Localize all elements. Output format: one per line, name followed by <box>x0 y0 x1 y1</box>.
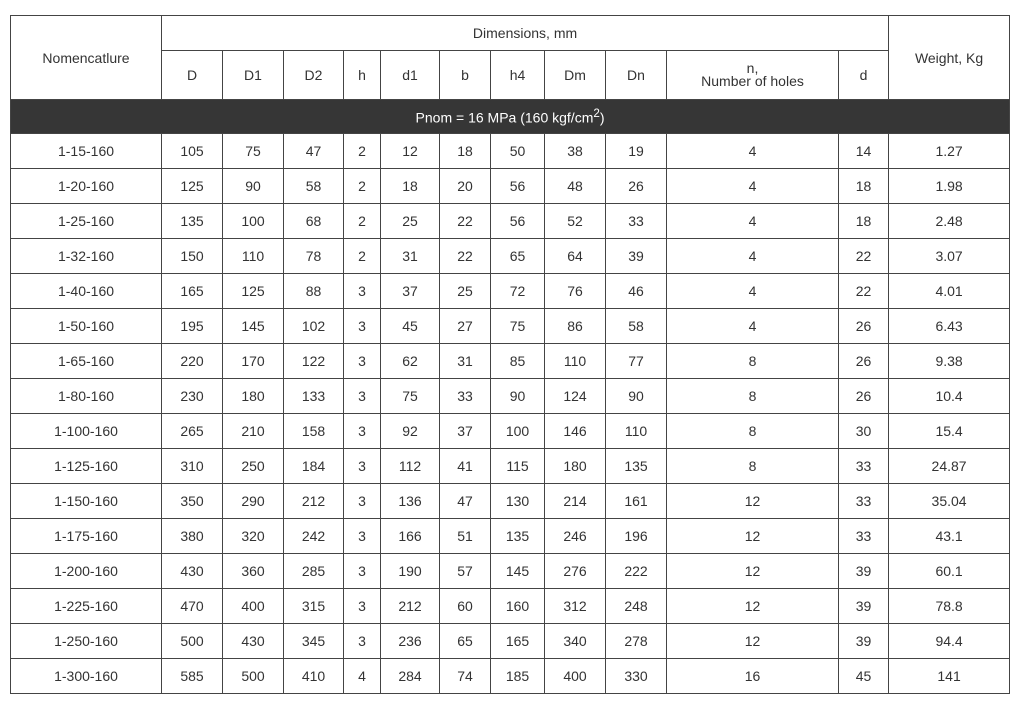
nomenclature-header: Nomencatlure <box>11 16 162 100</box>
col-header-number-of-holes <box>667 51 839 100</box>
cell-Dm: 276 <box>545 554 606 589</box>
cell-D2: 285 <box>284 554 344 589</box>
cell-d1: 75 <box>381 379 440 414</box>
cell-D2: 158 <box>284 414 344 449</box>
cell-nomenclature: 1-150-160 <box>11 484 162 519</box>
cell-b: 47 <box>440 484 491 519</box>
cell-d: 26 <box>839 344 889 379</box>
cell-Dm: 38 <box>545 134 606 169</box>
cell-weight: 3.07 <box>889 239 1010 274</box>
cell-number-of-holes: 4 <box>667 274 839 309</box>
table-row <box>11 239 1010 274</box>
cell-h4: 165 <box>491 624 545 659</box>
cell-Dn: 196 <box>606 519 667 554</box>
cell-D: 135 <box>162 204 223 239</box>
cell-weight: 24.87 <box>889 449 1010 484</box>
cell-D2: 68 <box>284 204 344 239</box>
table-row <box>11 519 1010 554</box>
cell-D1: 145 <box>223 309 284 344</box>
table-row <box>11 449 1010 484</box>
col-header-D1: D1 <box>223 51 284 100</box>
cell-b: 37 <box>440 414 491 449</box>
cell-D1: 210 <box>223 414 284 449</box>
col-header-h: h <box>344 51 381 100</box>
cell-nomenclature: 1-80-160 <box>11 379 162 414</box>
cell-weight: 35.04 <box>889 484 1010 519</box>
cell-weight: 2.48 <box>889 204 1010 239</box>
cell-d: 45 <box>839 659 889 694</box>
cell-b: 41 <box>440 449 491 484</box>
holes-label: Number of holes <box>701 73 804 89</box>
table-row <box>11 274 1010 309</box>
cell-D1: 100 <box>223 204 284 239</box>
cell-h4: 56 <box>491 169 545 204</box>
cell-nomenclature: 1-225-160 <box>11 589 162 624</box>
cell-D: 265 <box>162 414 223 449</box>
cell-number-of-holes: 12 <box>667 589 839 624</box>
cell-weight: 43.1 <box>889 519 1010 554</box>
cell-h4: 75 <box>491 309 545 344</box>
cell-weight: 9.38 <box>889 344 1010 379</box>
cell-h: 3 <box>344 484 381 519</box>
cell-Dn: 39 <box>606 239 667 274</box>
cell-d1: 236 <box>381 624 440 659</box>
cell-D1: 170 <box>223 344 284 379</box>
cell-D: 150 <box>162 239 223 274</box>
cell-Dn: 330 <box>606 659 667 694</box>
cell-weight: 1.27 <box>889 134 1010 169</box>
cell-number-of-holes: 12 <box>667 554 839 589</box>
cell-b: 27 <box>440 309 491 344</box>
cell-number-of-holes: 8 <box>667 379 839 414</box>
cell-D1: 75 <box>223 134 284 169</box>
cell-h: 4 <box>344 659 381 694</box>
cell-h: 2 <box>344 204 381 239</box>
cell-b: 31 <box>440 344 491 379</box>
cell-D2: 58 <box>284 169 344 204</box>
cell-h4: 115 <box>491 449 545 484</box>
cell-h4: 50 <box>491 134 545 169</box>
cell-Dm: 214 <box>545 484 606 519</box>
cell-h: 3 <box>344 624 381 659</box>
cell-number-of-holes: 12 <box>667 519 839 554</box>
col-header-D: D <box>162 51 223 100</box>
cell-d1: 284 <box>381 659 440 694</box>
cell-h: 3 <box>344 344 381 379</box>
cell-h4: 130 <box>491 484 545 519</box>
col-header-Dn: Dn <box>606 51 667 100</box>
cell-h4: 90 <box>491 379 545 414</box>
cell-number-of-holes: 4 <box>667 204 839 239</box>
table-row <box>11 659 1010 694</box>
cell-b: 20 <box>440 169 491 204</box>
table-row <box>11 344 1010 379</box>
cell-Dm: 110 <box>545 344 606 379</box>
col-header-b: b <box>440 51 491 100</box>
pressure-label-main: Pnom = 16 MPa (160 kgf/cm <box>415 109 594 126</box>
cell-b: 65 <box>440 624 491 659</box>
cell-D1: 500 <box>223 659 284 694</box>
cell-D: 310 <box>162 449 223 484</box>
cell-h4: 160 <box>491 589 545 624</box>
cell-d: 33 <box>839 449 889 484</box>
cell-d: 14 <box>839 134 889 169</box>
cell-Dn: 26 <box>606 169 667 204</box>
cell-D2: 133 <box>284 379 344 414</box>
cell-Dn: 77 <box>606 344 667 379</box>
cell-weight: 4.01 <box>889 274 1010 309</box>
dimensions-group-header: Dimensions, mm <box>162 16 889 51</box>
cell-D2: 102 <box>284 309 344 344</box>
cell-d: 39 <box>839 554 889 589</box>
cell-nomenclature: 1-250-160 <box>11 624 162 659</box>
cell-D: 430 <box>162 554 223 589</box>
cell-weight: 141 <box>889 659 1010 694</box>
cell-Dn: 110 <box>606 414 667 449</box>
cell-d: 26 <box>839 309 889 344</box>
cell-number-of-holes: 12 <box>667 624 839 659</box>
cell-nomenclature: 1-15-160 <box>11 134 162 169</box>
cell-number-of-holes: 4 <box>667 169 839 204</box>
cell-D2: 345 <box>284 624 344 659</box>
cell-b: 57 <box>440 554 491 589</box>
cell-Dn: 46 <box>606 274 667 309</box>
table-row <box>11 554 1010 589</box>
cell-weight: 60.1 <box>889 554 1010 589</box>
cell-number-of-holes: 4 <box>667 239 839 274</box>
cell-nomenclature: 1-25-160 <box>11 204 162 239</box>
cell-nomenclature: 1-100-160 <box>11 414 162 449</box>
cell-h4: 135 <box>491 519 545 554</box>
cell-D1: 110 <box>223 239 284 274</box>
cell-h: 3 <box>344 414 381 449</box>
cell-h: 3 <box>344 274 381 309</box>
cell-h4: 145 <box>491 554 545 589</box>
pressure-label-close: ) <box>599 109 605 126</box>
cell-nomenclature: 1-65-160 <box>11 344 162 379</box>
cell-D2: 88 <box>284 274 344 309</box>
weight-header: Weight, Kg <box>889 16 1010 100</box>
cell-D1: 180 <box>223 379 284 414</box>
table-body <box>11 100 1010 694</box>
cell-Dn: 222 <box>606 554 667 589</box>
table-row <box>11 204 1010 239</box>
cell-h: 3 <box>344 449 381 484</box>
cell-nomenclature: 1-125-160 <box>11 449 162 484</box>
cell-D1: 360 <box>223 554 284 589</box>
pressure-label-exponent: 2 <box>593 107 600 121</box>
cell-d: 33 <box>839 519 889 554</box>
cell-nomenclature: 1-40-160 <box>11 274 162 309</box>
cell-D: 105 <box>162 134 223 169</box>
table-row <box>11 624 1010 659</box>
cell-b: 51 <box>440 519 491 554</box>
cell-b: 25 <box>440 274 491 309</box>
cell-number-of-holes: 8 <box>667 344 839 379</box>
cell-h4: 100 <box>491 414 545 449</box>
cell-D: 500 <box>162 624 223 659</box>
cell-number-of-holes: 8 <box>667 414 839 449</box>
cell-nomenclature: 1-20-160 <box>11 169 162 204</box>
cell-d1: 25 <box>381 204 440 239</box>
cell-Dm: 146 <box>545 414 606 449</box>
cell-h4: 185 <box>491 659 545 694</box>
cell-d: 33 <box>839 484 889 519</box>
cell-number-of-holes: 12 <box>667 484 839 519</box>
cell-h: 2 <box>344 239 381 274</box>
cell-b: 74 <box>440 659 491 694</box>
cell-D: 125 <box>162 169 223 204</box>
cell-D: 470 <box>162 589 223 624</box>
cell-b: 18 <box>440 134 491 169</box>
cell-h: 3 <box>344 554 381 589</box>
cell-d1: 92 <box>381 414 440 449</box>
col-header-h4: h4 <box>491 51 545 100</box>
cell-D: 350 <box>162 484 223 519</box>
cell-d: 18 <box>839 204 889 239</box>
cell-weight: 94.4 <box>889 624 1010 659</box>
cell-Dm: 76 <box>545 274 606 309</box>
cell-d1: 12 <box>381 134 440 169</box>
cell-h: 3 <box>344 379 381 414</box>
cell-D1: 320 <box>223 519 284 554</box>
cell-d1: 190 <box>381 554 440 589</box>
cell-Dm: 246 <box>545 519 606 554</box>
cell-Dn: 90 <box>606 379 667 414</box>
cell-d1: 136 <box>381 484 440 519</box>
cell-h: 3 <box>344 309 381 344</box>
table-row <box>11 379 1010 414</box>
flange-dimensions-table <box>10 15 1010 694</box>
cell-Dn: 161 <box>606 484 667 519</box>
table-row <box>11 134 1010 169</box>
cell-D: 230 <box>162 379 223 414</box>
col-header-d: d <box>839 51 889 100</box>
cell-D: 220 <box>162 344 223 379</box>
pressure-label <box>11 100 1010 134</box>
table-row <box>11 484 1010 519</box>
cell-b: 22 <box>440 204 491 239</box>
cell-d1: 18 <box>381 169 440 204</box>
cell-D2: 242 <box>284 519 344 554</box>
cell-number-of-holes: 8 <box>667 449 839 484</box>
cell-number-of-holes: 16 <box>667 659 839 694</box>
table-row <box>11 589 1010 624</box>
cell-d1: 62 <box>381 344 440 379</box>
cell-number-of-holes: 4 <box>667 309 839 344</box>
cell-D1: 400 <box>223 589 284 624</box>
cell-D1: 290 <box>223 484 284 519</box>
cell-D1: 430 <box>223 624 284 659</box>
cell-D: 585 <box>162 659 223 694</box>
cell-h4: 56 <box>491 204 545 239</box>
cell-Dm: 124 <box>545 379 606 414</box>
cell-weight: 1.98 <box>889 169 1010 204</box>
col-header-d1: d1 <box>381 51 440 100</box>
cell-d1: 166 <box>381 519 440 554</box>
cell-weight: 78.8 <box>889 589 1010 624</box>
cell-d1: 37 <box>381 274 440 309</box>
cell-D2: 78 <box>284 239 344 274</box>
cell-nomenclature: 1-50-160 <box>11 309 162 344</box>
cell-Dm: 48 <box>545 169 606 204</box>
cell-d1: 45 <box>381 309 440 344</box>
cell-D1: 125 <box>223 274 284 309</box>
cell-D: 165 <box>162 274 223 309</box>
cell-D1: 250 <box>223 449 284 484</box>
cell-d: 39 <box>839 589 889 624</box>
cell-Dn: 58 <box>606 309 667 344</box>
cell-nomenclature: 1-300-160 <box>11 659 162 694</box>
cell-h: 3 <box>344 519 381 554</box>
cell-weight: 10.4 <box>889 379 1010 414</box>
cell-D2: 410 <box>284 659 344 694</box>
table-row <box>11 309 1010 344</box>
cell-D2: 184 <box>284 449 344 484</box>
cell-d: 22 <box>839 274 889 309</box>
cell-h: 2 <box>344 134 381 169</box>
cell-number-of-holes: 4 <box>667 134 839 169</box>
cell-Dn: 135 <box>606 449 667 484</box>
cell-D2: 315 <box>284 589 344 624</box>
cell-h: 3 <box>344 589 381 624</box>
cell-D: 380 <box>162 519 223 554</box>
cell-D1: 90 <box>223 169 284 204</box>
cell-D2: 47 <box>284 134 344 169</box>
table-row <box>11 169 1010 204</box>
col-header-D2: D2 <box>284 51 344 100</box>
cell-h: 2 <box>344 169 381 204</box>
cell-Dn: 248 <box>606 589 667 624</box>
cell-Dm: 340 <box>545 624 606 659</box>
cell-d: 26 <box>839 379 889 414</box>
cell-D2: 122 <box>284 344 344 379</box>
cell-Dm: 180 <box>545 449 606 484</box>
cell-h4: 85 <box>491 344 545 379</box>
cell-d: 18 <box>839 169 889 204</box>
cell-D2: 212 <box>284 484 344 519</box>
cell-h4: 65 <box>491 239 545 274</box>
cell-d: 39 <box>839 624 889 659</box>
cell-nomenclature: 1-175-160 <box>11 519 162 554</box>
cell-d: 30 <box>839 414 889 449</box>
table-row <box>11 414 1010 449</box>
cell-Dn: 33 <box>606 204 667 239</box>
cell-nomenclature: 1-200-160 <box>11 554 162 589</box>
cell-b: 60 <box>440 589 491 624</box>
cell-d: 22 <box>839 239 889 274</box>
cell-nomenclature: 1-32-160 <box>11 239 162 274</box>
cell-Dm: 86 <box>545 309 606 344</box>
cell-d1: 212 <box>381 589 440 624</box>
cell-b: 22 <box>440 239 491 274</box>
cell-weight: 15.4 <box>889 414 1010 449</box>
cell-b: 33 <box>440 379 491 414</box>
holes-symbol: n, <box>746 60 759 76</box>
cell-Dm: 52 <box>545 204 606 239</box>
cell-weight: 6.43 <box>889 309 1010 344</box>
cell-d1: 31 <box>381 239 440 274</box>
cell-Dm: 400 <box>545 659 606 694</box>
col-header-Dm: Dm <box>545 51 606 100</box>
pressure-section-row <box>11 100 1010 134</box>
cell-Dn: 19 <box>606 134 667 169</box>
cell-Dm: 312 <box>545 589 606 624</box>
cell-Dn: 278 <box>606 624 667 659</box>
cell-h4: 72 <box>491 274 545 309</box>
cell-d1: 112 <box>381 449 440 484</box>
cell-D: 195 <box>162 309 223 344</box>
cell-Dm: 64 <box>545 239 606 274</box>
